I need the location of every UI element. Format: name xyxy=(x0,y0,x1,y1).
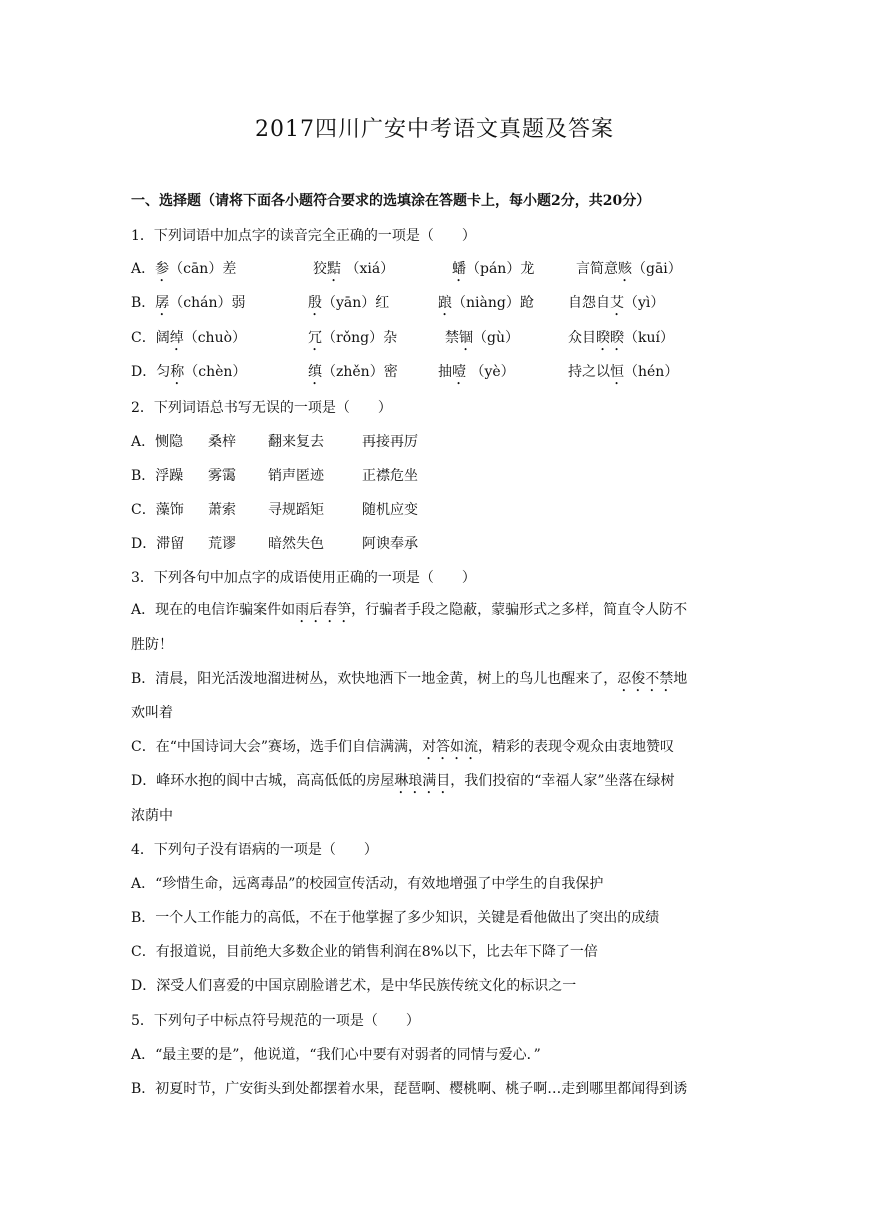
q1-b-word1: B．孱（chán）弱 xyxy=(131,295,246,311)
question-5-stem: 5．下列句子中标点符号规范的一项是（ ） xyxy=(131,1013,420,1029)
q4-option-d: D．深受人们喜爱的中国京剧脸谱艺术，是中华民族传统文化的标识之一 xyxy=(131,978,577,994)
q3-c-idiom: 对答如流 xyxy=(422,739,479,755)
q1-d-word3: 抽噎 （yè） xyxy=(438,364,515,380)
q3-option-a-line2: 胜防！ xyxy=(131,637,173,653)
q2-c-word3: 寻规蹈矩 xyxy=(268,502,324,518)
q1-a-word3: 蟠（pán）龙 xyxy=(452,261,535,277)
q1-c-word1: C．阔绰（chuò） xyxy=(131,330,247,346)
q2-c-word4: 随机应变 xyxy=(362,502,418,518)
page-title: 2017四川广安中考语文真题及答案 xyxy=(255,117,614,142)
q3-option-d-line2: 浓荫中 xyxy=(131,808,173,824)
q3-d-text-pre: D．峰环水抱的阆中古城，高高低低的房屋 xyxy=(131,773,395,789)
q1-b-word3: 踉（niàng）跄 xyxy=(438,295,534,311)
q2-c-word2: 萧索 xyxy=(208,502,236,518)
q3-a-text-pre: A．现在的电信诈骗案件如 xyxy=(131,602,296,618)
q2-a-word1: A．恻隐 xyxy=(131,434,184,450)
q1-d-word2: 缜（zhěn）密 xyxy=(308,364,398,380)
q1-c-word3: 禁锢（gù） xyxy=(445,330,519,346)
q1-b-word2: 殷（yān）红 xyxy=(308,295,390,311)
q3-b-text-pre: B．清晨，阳光活泼地溜进树丛，欢快地洒下一地金黄，树上的鸟儿也醒来了， xyxy=(131,671,618,687)
q2-d-word2: 荒谬 xyxy=(208,536,236,552)
q3-option-a-line1 xyxy=(131,599,687,626)
question-4-stem: 4．下列句子没有语病的一项是（ ） xyxy=(131,842,378,858)
q2-a-word2: 桑梓 xyxy=(208,434,236,450)
q2-b-word2: 雾霭 xyxy=(208,468,236,484)
q3-b-idiom: 忍俊不禁 xyxy=(617,671,674,687)
q3-a-text-post: ，行骗者手段之隐蔽，蒙骗形式之多样，简直令人防不 xyxy=(351,602,688,618)
q3-option-b-line1 xyxy=(131,668,687,695)
q1-c-word4: 众目睽睽（kuí） xyxy=(568,330,674,346)
q2-c-word1: C．藻饰 xyxy=(131,502,184,518)
q1-d-word4: 持之以恒（hén） xyxy=(568,364,679,380)
q3-b-text-post: 地 xyxy=(673,671,688,687)
q4-option-c: C．有报道说，目前绝大多数企业的销售利润在8%以下，比去年下降了一倍 xyxy=(131,944,598,960)
q1-a-word1: A．参（cān）差 xyxy=(131,261,237,277)
q5-option-b: B．初夏时节，广安街头到处都摆着水果，琵琶啊、樱桃啊、桃子啊…走到哪里都闻得到诱 xyxy=(131,1081,688,1097)
q2-d-word1: D．滞留 xyxy=(131,536,185,552)
q3-a-idiom: 雨后春笋 xyxy=(295,602,352,618)
q5-option-a: A．“最主要的是”，他说道，“我们心中要有对弱者的同情与爱心．” xyxy=(131,1047,541,1063)
q4-option-a: A．“珍惜生命，远离毒品”的校园宣传活动，有效地增强了中学生的自我保护 xyxy=(131,876,604,892)
question-1-stem: 1．下列词语中加点字的读音完全正确的一项是（ ） xyxy=(131,228,476,244)
q2-a-word3: 翻来复去 xyxy=(268,434,324,450)
q2-b-word1: B．浮躁 xyxy=(131,468,184,484)
q1-d-word1: D．匀称（chèn） xyxy=(131,364,247,380)
question-3-stem: 3．下列各句中加点字的成语使用正确的一项是（ ） xyxy=(131,570,476,586)
question-2-stem: 2．下列词语总书写无误的一项是（ ） xyxy=(131,400,392,416)
q3-option-b-line2: 欢叫着 xyxy=(131,705,173,721)
q3-option-d-line1 xyxy=(131,770,675,797)
q2-a-word4: 再接再厉 xyxy=(362,434,418,450)
q1-a-word4: 言简意赅（gāi） xyxy=(576,261,682,277)
q3-option-c xyxy=(131,736,674,763)
q4-option-b: B．一个人工作能力的高低，不在于他掌握了多少知识，关键是看他做出了突出的成绩 xyxy=(131,910,660,926)
q3-d-text-post: ，我们投宿的“幸福人家”坐落在绿树 xyxy=(450,773,675,789)
q2-d-word4: 阿谀奉承 xyxy=(362,536,418,552)
q3-c-text-post: ，精彩的表现令观众由衷地赞叹 xyxy=(478,739,675,755)
q3-d-idiom: 琳琅满目 xyxy=(394,773,451,789)
section-heading: 一、选择题（请将下面各小题符合要求的选填涂在答题卡上，每小题2分，共20分） xyxy=(131,193,651,209)
q3-c-text-pre: C．在“中国诗词大会”赛场，选手们自信满满， xyxy=(131,739,423,755)
q2-b-word4: 正襟危坐 xyxy=(362,468,418,484)
q1-b-word4: 自怨自艾（yì） xyxy=(568,295,665,311)
q1-a-word2: 狡黠 （xiá） xyxy=(313,261,395,277)
q1-c-word2: 冗（rǒng）杂 xyxy=(308,330,398,346)
q2-b-word3: 销声匿迹 xyxy=(268,468,324,484)
q2-d-word3: 暗然失色 xyxy=(268,536,324,552)
